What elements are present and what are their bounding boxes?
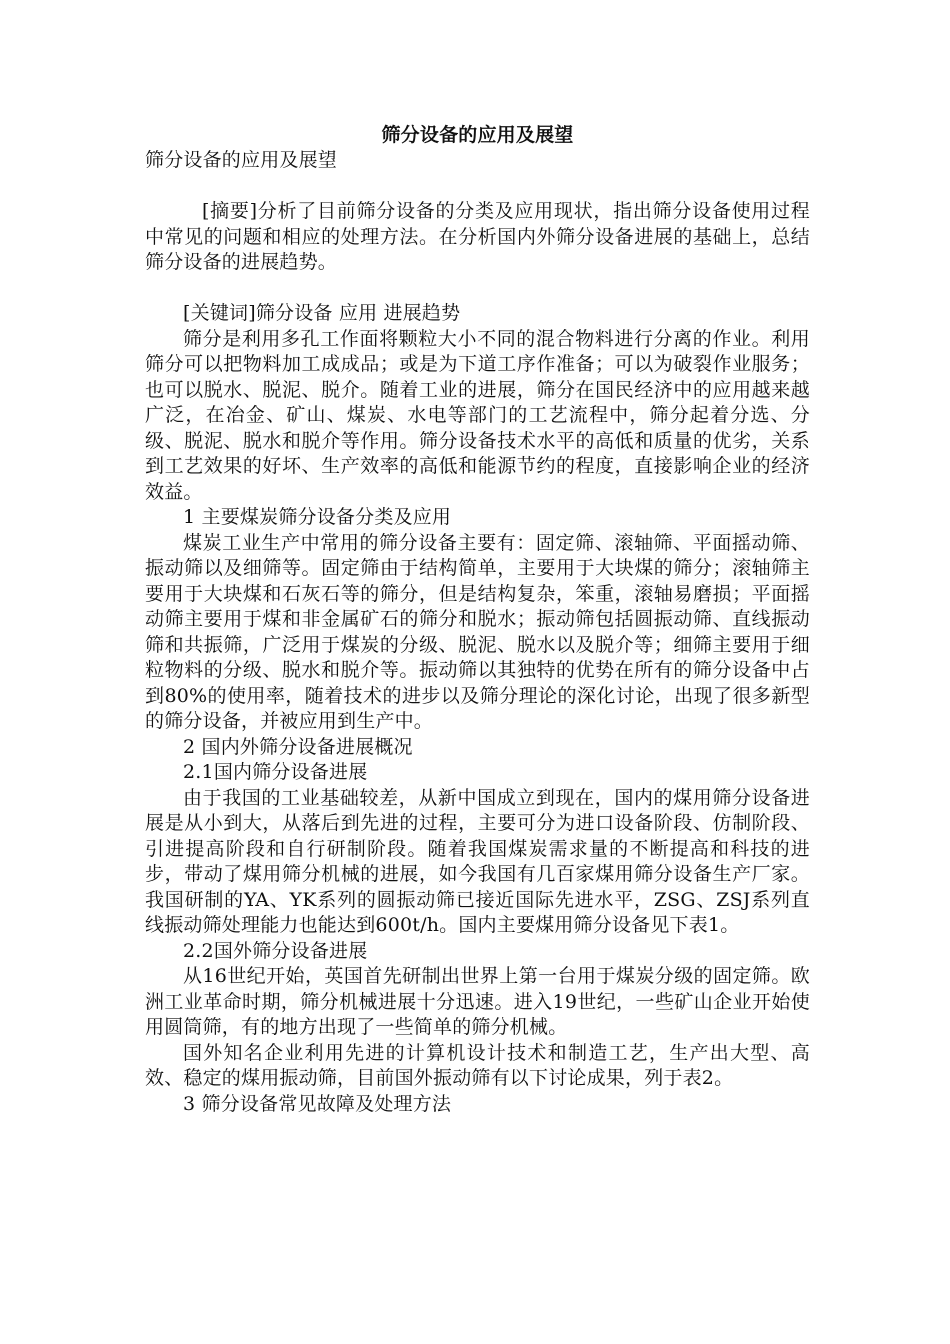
document-subtitle: 筛分设备的应用及展望 <box>145 149 338 171</box>
keywords-line: [关键词]筛分设备 应用 进展趋势 <box>183 302 461 324</box>
section-2-heading: 2 国内外筛分设备进展概况 <box>183 735 413 758</box>
section-1-paragraph: 煤炭工业生产中常用的筛分设备主要有：固定筛、滚轴筛、平面摇动筛、振动筛以及细筛等。固定筛由于结构简单，主要用于大块煤的筛分；滚轴筛主要用于大块煤和石灰石等的筛分，但是结构复杂，笨重，滚轴易磨损；平面摇动筛主要用于煤和非金属矿石的筛分和脱水；振动筛包括圆振动筛、直线振动筛和共振筛，广泛用于煤炭的分级、脱泥、脱水以及脱介等；细筛主要用于细粒物料的分级、脱水和脱介等。振动筛以其独特的优势在所有的筛分设备中占到80%的使用率，随着技术的进步以及筛分理论的深化讨论，出现了很多新型的筛分设备，并被应用到生产中。 <box>145 531 810 732</box>
section-2-2-heading: 2.2国外筛分设备进展 <box>183 939 368 962</box>
section-2-1-paragraph: 由于我国的工业基础较差，从新中国成立到现在，国内的煤用筛分设备进展是从小到大，从落后到先进的过程，主要可分为进口设备阶段、仿制阶段、引进提高阶段和自行研制阶段。随着我国煤炭需求量的不断提高和科技的进步，带动了煤用筛分机械的进展，如今我国有几百家煤用筛分设备生产厂家。我国研制的YA、YK系列的圆振动筛已接近国际先进水平，ZSG、ZSJ系列直线振动筛处理能力也能达到600t/h。国内主要煤用筛分设备见下表1。 <box>145 786 810 936</box>
blank-line <box>145 276 810 302</box>
blank-line <box>145 174 810 200</box>
intro-paragraph: 筛分是利用多孔工作面将颗粒大小不同的混合物料进行分离的作业。利用筛分可以把物料加工成成品；或是为下道工序作准备；可以为破裂作业服务；也可以脱水、脱泥、脱介。随着工业的进展，筛分在国民经济中的应用越来越广泛，在冶金、矿山、煤炭、水电等部门的工艺流程中，筛分起着分选、分级、脱泥、脱水和脱介等作用。筛分设备技术水平的高低和质量的优劣，关系到工艺效果的好坏、生产效率的高低和能源节约的程度，直接影响企业的经济效益。 <box>145 327 810 503</box>
section-3-heading: 3 筛分设备常见故障及处理方法 <box>183 1092 452 1115</box>
section-1-heading: 1 主要煤炭筛分设备分类及应用 <box>183 506 452 528</box>
section-2-2-paragraph-1: 从16世纪开始，英国首先研制出世界上第一台用于煤炭分级的固定筛。欧洲工业革命时期，筛分机械进展十分迅速。进入19世纪，一些矿山企业开始使用圆筒筛，有的地方出现了一些简单的筛分机械。 <box>145 965 810 1038</box>
document-page <box>145 122 810 1117</box>
section-2-2-paragraph-2: 国外知名企业利用先进的计算机设计技术和制造工艺，生产出大型、高效、稳定的煤用振动筛，目前国外振动筛有以下讨论成果，列于表2。 <box>145 1041 810 1089</box>
section-2-1-heading: 2.1国内筛分设备进展 <box>183 761 368 783</box>
abstract-paragraph: [摘要]分析了目前筛分设备的分类及应用现状，指出筛分设备使用过程中常见的问题和相应的处理方法。在分析国内外筛分设备进展的基础上，总结筛分设备的进展趋势。 <box>145 200 810 273</box>
document-title: 筛分设备的应用及展望 <box>381 124 574 146</box>
